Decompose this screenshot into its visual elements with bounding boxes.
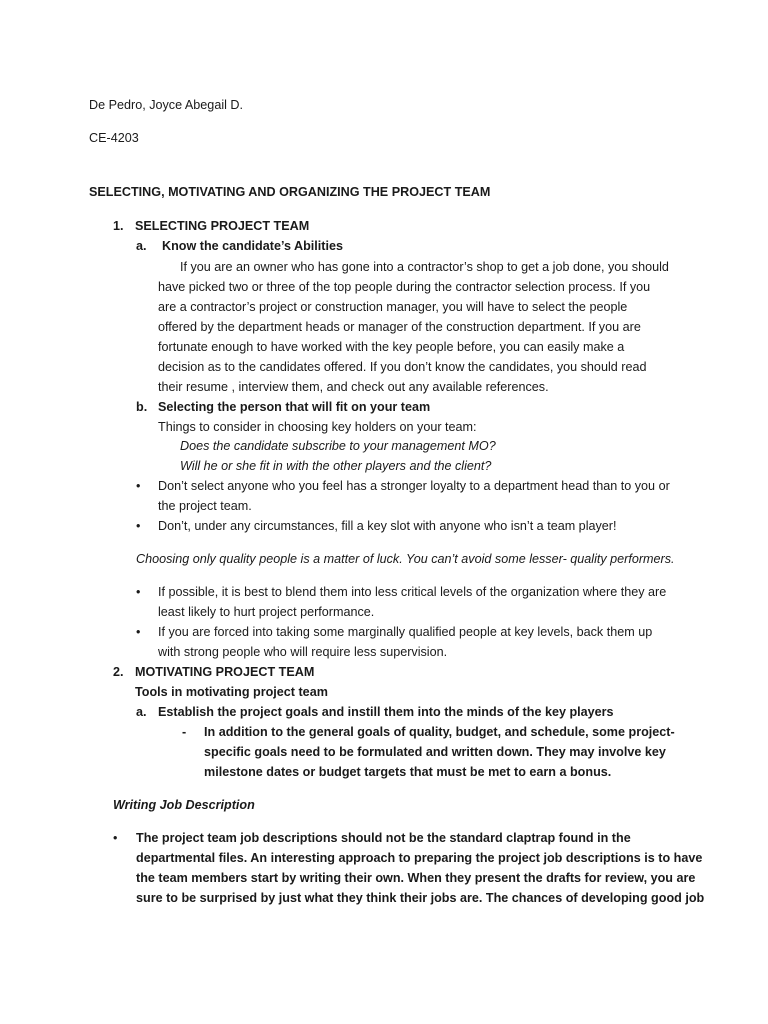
paragraph-line: their resume , interview them, and check out any available references. bbox=[158, 380, 549, 394]
bullet-line: Don’t, under any circumstances, fill a key slot with anyone who isn’t a team player! bbox=[158, 519, 617, 533]
bullet-marker: • bbox=[136, 625, 141, 639]
question-line: Does the candidate subscribe to your management MO? bbox=[180, 439, 496, 453]
question-line: Will he or she fit in with the other players and the client? bbox=[180, 459, 492, 473]
bullet-line: If you are forced into taking some marginally qualified people at key levels, back them up bbox=[158, 625, 653, 639]
subsection-a-marker: a. bbox=[136, 239, 147, 253]
quote-line: Choosing only quality people is a matter of luck. You can’t avoid some lesser- quality performers. bbox=[136, 552, 675, 566]
section-1-number: 1. bbox=[113, 219, 124, 233]
bullet-line: with strong people who will require less supervision. bbox=[158, 645, 448, 659]
subsection-b-marker: b. bbox=[136, 400, 148, 414]
bullet-marker: • bbox=[113, 831, 118, 845]
writing-line: the team members start by writing their own. When they present the drafts for review, you are bbox=[136, 871, 696, 885]
goal-line: milestone dates or budget targets that must be met to earn a bonus. bbox=[204, 765, 612, 779]
author-name: De Pedro, Joyce Abegail D. bbox=[89, 98, 244, 112]
paragraph-line: are a contractor’s project or construction manager, you will have to select the people bbox=[158, 300, 628, 314]
bullet-marker: • bbox=[136, 519, 141, 533]
section-1-heading: SELECTING PROJECT TEAM bbox=[135, 219, 310, 233]
goal-line: specific goals need to be formulated and written down. They may involve key bbox=[204, 745, 666, 759]
subsection-b-intro: Things to consider in choosing key holders on your team: bbox=[158, 420, 477, 434]
writing-line: sure to be surprised by just what they think their jobs are. The chances of developing good job bbox=[136, 891, 705, 905]
writing-heading: Writing Job Description bbox=[113, 798, 255, 812]
section-2-a-text: Establish the project goals and instill them into the minds of the key players bbox=[158, 705, 614, 719]
paragraph-line: offered by the department heads or manager of the construction department. If you are bbox=[158, 320, 641, 334]
bullet-line: least likely to hurt project performance. bbox=[158, 605, 375, 619]
tools-heading: Tools in motivating project team bbox=[135, 685, 328, 699]
section-2-number: 2. bbox=[113, 665, 124, 679]
paragraph-line: have picked two or three of the top people during the contractor selection process. If you bbox=[158, 280, 651, 294]
subsection-a-heading: Know the candidate’s Abilities bbox=[162, 239, 344, 253]
paragraph-line: fortunate enough to have worked with the key people before, you can easily make a bbox=[158, 340, 625, 354]
course-section: CE-4203 bbox=[89, 131, 139, 145]
bullet-line: the project team. bbox=[158, 499, 252, 513]
bullet-line: If possible, it is best to blend them into less critical levels of the organization where they are bbox=[158, 585, 667, 599]
document-title: SELECTING, MOTIVATING AND ORGANIZING THE PROJECT TEAM bbox=[89, 185, 491, 199]
writing-line: The project team job descriptions should not be the standard claptrap found in the bbox=[136, 831, 631, 845]
paragraph-line: If you are an owner who has gone into a contractor’s shop to get a job done, you should bbox=[180, 260, 669, 274]
bullet-marker: • bbox=[136, 479, 141, 493]
goal-line: In addition to the general goals of quality, budget, and schedule, some project- bbox=[204, 725, 675, 739]
section-2-heading: MOTIVATING PROJECT TEAM bbox=[135, 665, 315, 679]
dash-marker: - bbox=[182, 725, 187, 739]
paragraph-line: decision as to the candidates offered. If you don’t know the candidates, you should read bbox=[158, 360, 647, 374]
bullet-line: Don’t select anyone who you feel has a stronger loyalty to a department head than to you or bbox=[158, 479, 670, 493]
section-2-a-marker: a. bbox=[136, 705, 147, 719]
subsection-b-heading: Selecting the person that will fit on your team bbox=[158, 400, 431, 414]
bullet-marker: • bbox=[136, 585, 141, 599]
writing-line: departmental files. An interesting approach to preparing the project job descriptions is to have bbox=[136, 851, 703, 865]
